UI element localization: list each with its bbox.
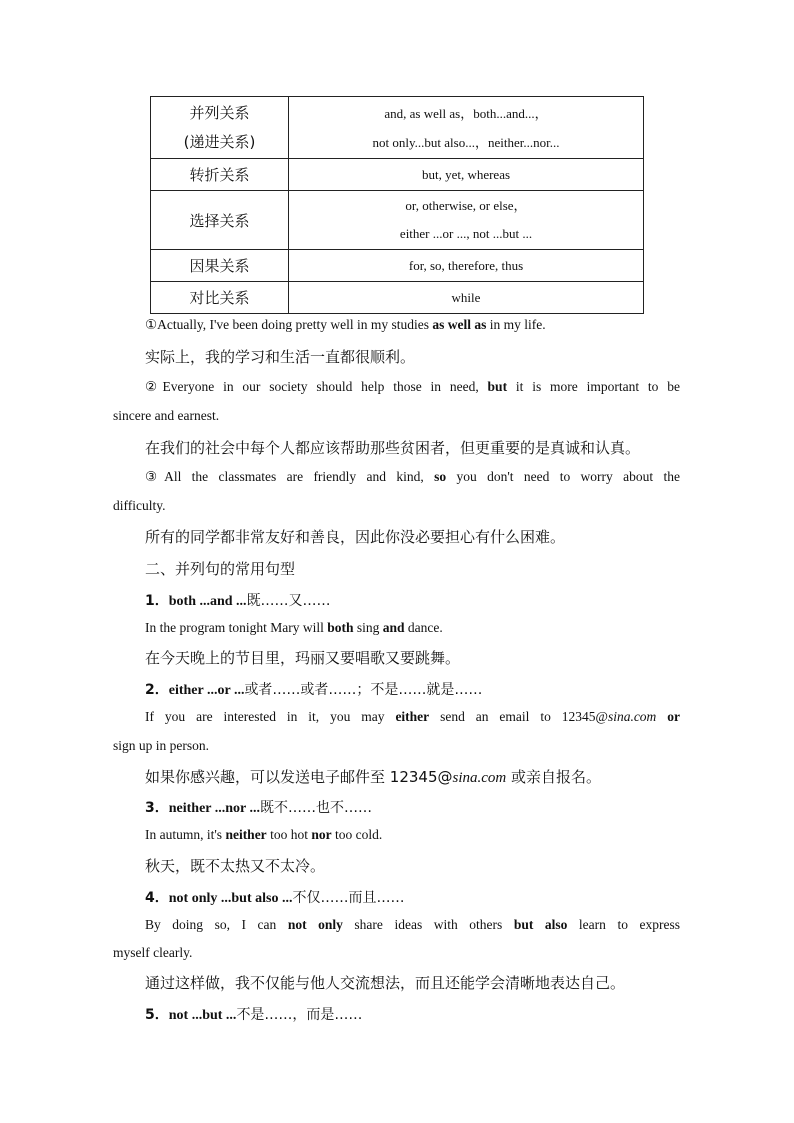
conjunction-text: either ...or ..., not ...but ... — [399, 226, 533, 241]
example-2-en-cont: sincere and earnest. — [113, 408, 220, 423]
section-title: 二、并列句的常用句型 — [145, 560, 296, 578]
pattern-4-zh: 通过这样做，我不仅能与他人交流想法，而且还能学会清晰地表达自己。 — [145, 974, 626, 992]
conjunction-cell — [289, 250, 644, 282]
category-cell — [151, 159, 289, 191]
example-2-zh: 在我们的社会中每个人都应该帮助那些贫困者，但更重要的是真诚和认真。 — [145, 439, 641, 457]
category-label: 转折关系 — [189, 166, 250, 184]
example-1-zh: 实际上，我的学习和生活一直都很顺利。 — [145, 348, 416, 366]
conjunction-text: while — [451, 289, 481, 305]
pattern-5-heading: 5．not ...but ...不是……，而是…… — [145, 1007, 363, 1023]
pattern-2-en: If you are interested in it, you may either send an email to 12345@sina.com or — [145, 709, 680, 724]
pattern-4-en: By doing so, I can not only share ideas with others but also learn to express — [145, 917, 680, 932]
pattern-4-en-cont: myself clearly. — [113, 945, 193, 960]
pattern-3-zh: 秋天，既不太热又不太冷。 — [145, 857, 326, 875]
example-3-en: ③All the classmates are friendly and kind, so you don't need to worry about the — [145, 469, 680, 484]
example-3-zh: 所有的同学都非常友好和善良，因此你没必要担心有什么困难。 — [145, 528, 566, 546]
conjunction-cell — [289, 97, 644, 159]
category-cell — [151, 250, 289, 282]
conjunction-cell — [289, 159, 644, 191]
table-row — [151, 191, 644, 250]
conjunction-text: or, otherwise, or else， — [405, 198, 527, 213]
category-cell — [151, 282, 289, 314]
category-label: (递进关系) — [183, 132, 256, 151]
pattern-3-heading: 3．neither ...nor ...既不……也不…… — [145, 800, 373, 816]
pattern-2-en-cont: sign up in person. — [113, 738, 209, 753]
conjunction-text: but, yet, whereas — [421, 166, 511, 182]
category-cell — [151, 191, 289, 250]
table-row — [151, 250, 644, 282]
conjunction-cell — [289, 282, 644, 314]
conjunction-cell — [289, 191, 644, 250]
pattern-1-en: In the program tonight Mary will both sing and dance. — [145, 620, 443, 635]
pattern-2-heading: 2．either ...or ...或者……或者……；不是……就是…… — [145, 682, 483, 698]
conjunction-text: for, so, therefore, thus — [408, 257, 524, 273]
pattern-3-en: In autumn, it's neither too hot nor too cold. — [145, 827, 383, 842]
table-row — [151, 97, 644, 159]
pattern-2-zh: 如果你感兴趣，可以发送电子邮件至 12345@sina.com 或亲自报名。 — [145, 768, 602, 786]
pattern-4-heading: 4．not only ...but also ...不仅……而且…… — [145, 890, 405, 906]
pattern-1-heading: 1．both ...and ...既……又…… — [145, 593, 331, 609]
table-row — [151, 159, 644, 191]
pattern-1-zh: 在今天晚上的节目里，玛丽又要唱歌又要跳舞。 — [145, 649, 461, 667]
example-2-en: ②Everyone in our society should help those in need, but it is more important to be — [145, 379, 680, 394]
conjunction-table — [150, 96, 644, 314]
example-1-en: ①Actually, I've been doing pretty well in my studies as well as in my life. — [145, 317, 546, 332]
conjunction-text: and, as well as，both...and...， — [384, 105, 548, 121]
category-label: 因果关系 — [189, 257, 250, 275]
category-cell — [151, 97, 289, 159]
example-3-en-cont: difficulty. — [113, 498, 166, 513]
category-label: 并列关系 — [189, 103, 250, 122]
category-label: 对比关系 — [189, 289, 250, 307]
table-row — [151, 282, 644, 314]
conjunction-text: not only...but also...，neither...nor... — [372, 134, 560, 150]
category-label: 选择关系 — [189, 211, 250, 230]
